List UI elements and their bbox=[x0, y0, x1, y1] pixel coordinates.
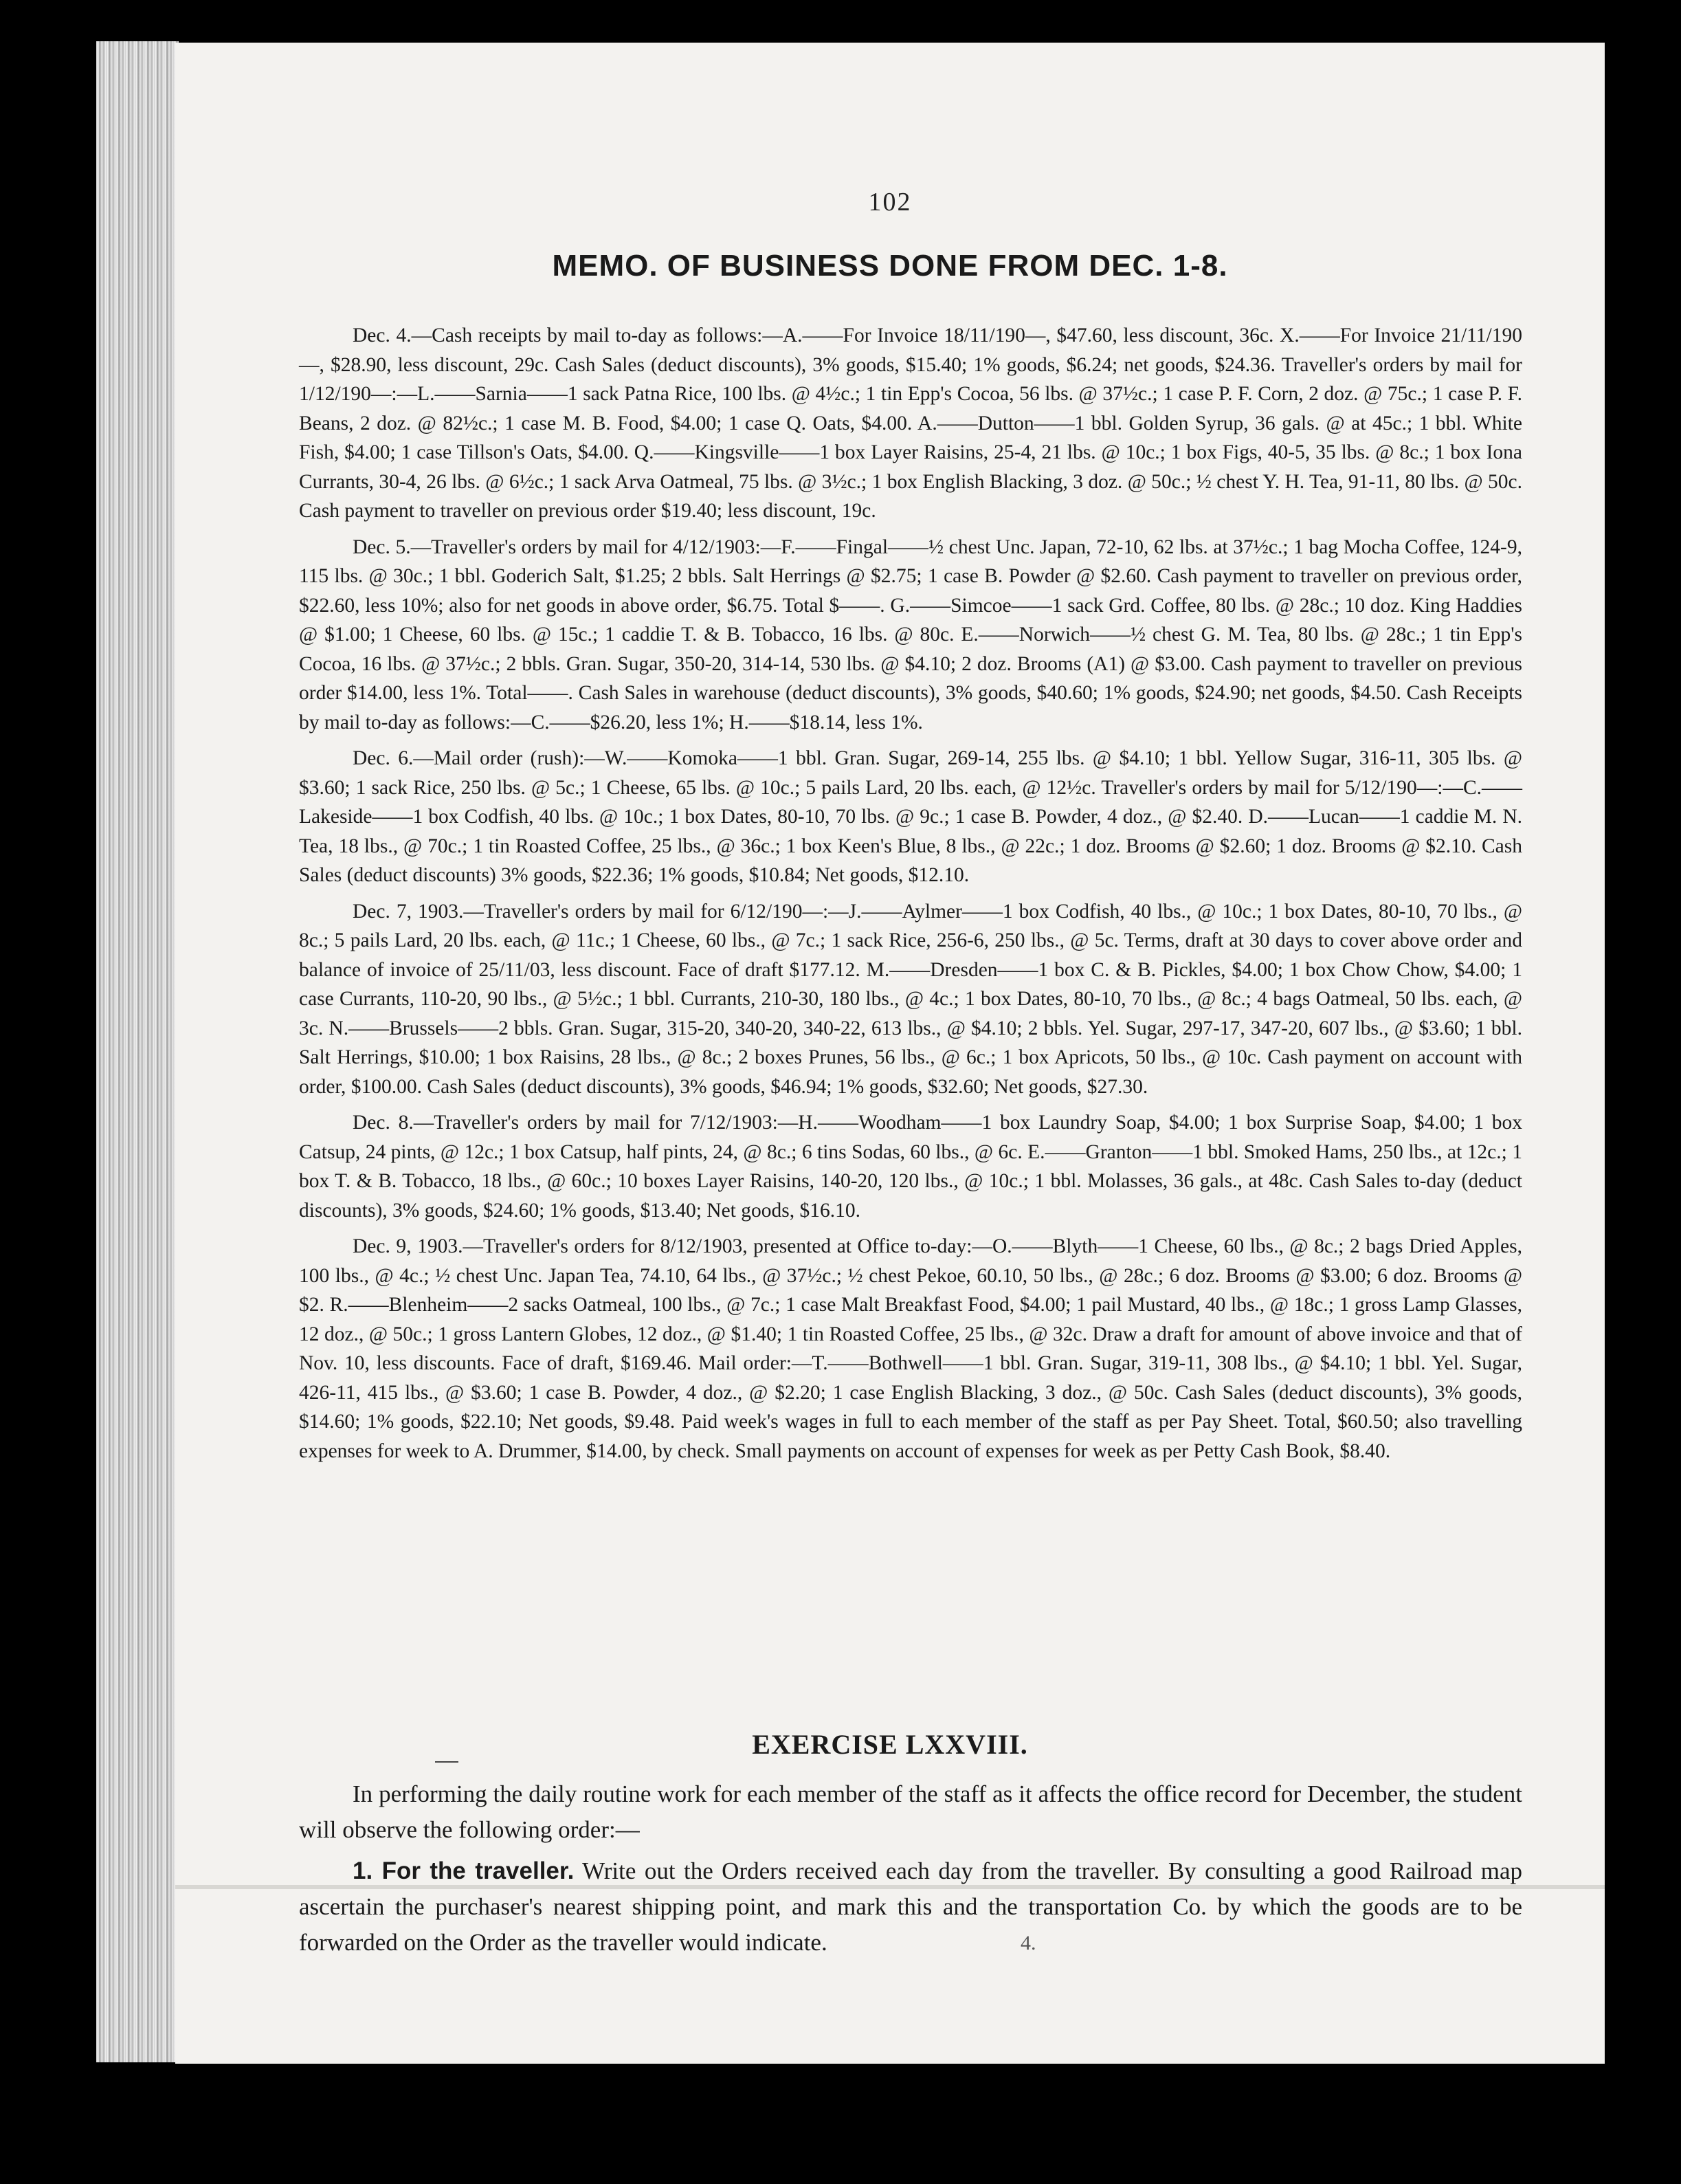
memo-paragraph-dec-7: Dec. 7, 1903.—Traveller's orders by mail for 6/12/190—:—J.——Aylmer——1 box Codfish, 40 lbs., @ 10c.; 1 box Dates, 80-10, 70 lbs., @ 8c.; 5 pails Lard, 20 lbs. each, @ 11c.; 1 Cheese, 60 lbs., @ 7c.; 1 sack Rice, 256-6, 250 lbs., @ 5c. Terms, draft at 30 days to cover above order and balance of invoice of 25/11/03, less discount. Face of draft $177.12. M.——Dresden——1 box C. & B. Pickles, $4.00; 1 box Chow Chow, $4.00; 1 case Currants, 110-20, 90 lbs., @ 5½c.; 1 bbl. Currants, 210-30, 180 lbs., @ 4c.; 1 box Dates, 80-10, 70 lbs., @ 8c.; 4 bags Oatmeal, 50 lbs. each, @ 3c. N.——Brussels——2 bbls. Gran. Sugar, 315-20, 340-20, 340-22, 613 lbs., @ $4.10; 2 bbls. Yel. Sugar, 297-17, 347-20, 607 lbs., @ $3.60; 1 bbl. Salt Herrings, $10.00; 1 box Raisins, 28 lbs., @ 8c.; 2 boxes Prunes, 56 lbs., @ 6c.; 1 box Apricots, 50 lbs., @ 10c. Cash payment on account with order, $100.00. Cash Sales (deduct discounts), 3% goods, $46.94; 1% goods, $32.60; Net goods, $27.30. bbox=[299, 900, 1522, 1098]
exercise-intro: In performing the daily routine work for each member of the staff as it affects the office record for December, the student will observe the following order:— bbox=[299, 1780, 1522, 1843]
book-page bbox=[175, 43, 1605, 2064]
memo-paragraph-dec-8: Dec. 8.—Traveller's orders by mail for 7/12/1903:—H.——Woodham——1 box Laundry Soap, $4.00; 1 box Surprise Soap, $4.00; 1 box Catsup, 24 pints, @ 12c.; 1 box Catsup, half pints, 24, @ 8c.; 6 tins Sodas, 60 lbs., @ 6c. E.——Granton——1 bbl. Smoked Hams, 250 lbs., at 12c.; 1 box T. & B. Tobacco, 18 lbs., @ 60c.; 10 boxes Layer Raisins, 140-20, 120 lbs., @ 10c.; 1 bbl. Molasses, 36 gals., at 48c. Cash Sales to-day (deduct discounts), 3% goods, $24.60; 1% goods, $13.40; Net goods, $16.10. bbox=[299, 1112, 1522, 1222]
memo-title: MEMO. OF BUSINESS DONE FROM DEC. 1-8. bbox=[552, 249, 1228, 283]
bottom-signature-mark: 4. bbox=[1021, 1932, 1036, 1954]
exercise-instructions bbox=[299, 1776, 1522, 1966]
memo-body bbox=[299, 321, 1522, 1472]
page-number: 102 bbox=[868, 188, 912, 217]
step-1-text: Write out the Orders received each day from the traveller. By consulting a good Railroad map ascertain the purchaser's nearest shipping point, and mark this and the transportation Co. by which the goods are to be forwarded on the Order as the traveller would indicate. bbox=[299, 1857, 1523, 1956]
book-page-edges bbox=[96, 41, 179, 2062]
page-bottom-shadow bbox=[175, 1885, 1605, 1889]
step-1-label: 1. For the traveller. bbox=[353, 1857, 575, 1884]
exercise-step-1 bbox=[299, 1853, 1522, 1961]
memo-paragraph-dec-4: Dec. 4.—Cash receipts by mail to-day as follows:—A.——For Invoice 18/11/190—, $47.60, less discount, 36c. X.——For Invoice 21/11/190—, $28.90, less discount, 29c. Cash Sales (deduct discounts), 3% goods, $15.40; 1% goods, $6.24; net goods, $24.36. Traveller's orders by mail for 1/12/190—:—L.——Sarnia——1 sack Patna Rice, 100 lbs. @ 4½c.; 1 tin Epp's Cocoa, 56 lbs. @ 37½c.; 1 case P. F. Corn, 2 doz. @ 75c.; 1 case P. F. Beans, 2 doz. @ 82½c.; 1 case M. B. Food, $4.00; 1 case Q. Oats, $4.00. A.——Dutton——1 bbl. Golden Syrup, 36 gals. @ at 45c.; 1 bbl. White Fish, $4.00; 1 case Tillson's Oats, $4.00. Q.——Kingsville——1 box Layer Raisins, 25-4, 21 lbs. @ 10c.; 1 box Figs, 40-5, 35 lbs. @ 8c.; 1 box Iona Currants, 30-4, 26 lbs. @ 6½c.; 1 sack Arva Oatmeal, 75 lbs. @ 3½c.; 1 box English Blacking, 3 doz. @ 50c.; ½ chest Y. H. Tea, 91-11, 80 lbs. @ 50c. Cash payment to traveller on previous order $19.40; less discount, 19c. bbox=[299, 324, 1522, 522]
memo-paragraph-dec-6: Dec. 6.—Mail order (rush):—W.——Komoka——1 bbl. Gran. Sugar, 269-14, 255 lbs. @ $4.10; 1 bbl. Yellow Sugar, 316-11, 305 lbs. @ $3.60; 1 sack Rice, 250 lbs. @ 5c.; 1 Cheese, 65 lbs. @ 10c.; 5 pails Lard, 20 lbs. each, @ 12½c. Traveller's orders by mail for 5/12/190—:—C.——Lakeside——1 box Codfish, 40 lbs. @ 10c.; 1 box Dates, 80-10, 70 lbs. @ 9c.; 1 case B. Powder, 4 doz., @ $2.40. D.——Lucan——1 caddie M. N. Tea, 18 lbs., @ 70c.; 1 tin Roasted Coffee, 25 lbs., @ 36c.; 1 box Keen's Blue, 8 lbs., @ 22c.; 1 doz. Brooms @ $2.60; 1 doz. Brooms @ $2.10. Cash Sales (deduct discounts) 3% goods, $22.36; 1% goods, $10.84; Net goods, $12.10. bbox=[299, 747, 1522, 886]
margin-tick-mark bbox=[435, 1761, 458, 1763]
exercise-title: EXERCISE LXXVIII. bbox=[752, 1729, 1028, 1760]
memo-paragraph-dec-5: Dec. 5.—Traveller's orders by mail for 4/12/1903:—F.——Fingal——½ chest Unc. Japan, 72-10, 62 lbs. at 37½c.; 1 bag Mocha Coffee, 124-9, 115 lbs. @ 30c.; 1 bbl. Goderich Salt, $1.25; 2 bbls. Salt Herrings @ $2.75; 1 case B. Powder @ $2.60. Cash payment to traveller on previous order, $22.60, less 10%; also for net goods in above order, $6.75. Total $——. G.——Simcoe——1 sack Grd. Coffee, 80 lbs. @ 28c.; 10 doz. King Haddies @ $1.00; 1 Cheese, 60 lbs. @ 15c.; 1 caddie T. & B. Tobacco, 16 lbs. @ 80c. E.——Norwich——½ chest G. M. Tea, 80 lbs. @ 28c.; 1 tin Epp's Cocoa, 16 lbs. @ 37½c.; 2 bbls. Gran. Sugar, 350-20, 314-14, 530 lbs. @ $4.10; 2 doz. Brooms (A1) @ $3.00. Cash payment to traveller on previous order $14.00, less 1%. Total——. Cash Sales in warehouse (deduct discounts), 3% goods, $40.60; 1% goods, $24.90; net goods, $4.50. Cash Receipts by mail to-day as follows:—C.——$26.20, less 1%; H.——$18.14, less 1%. bbox=[299, 536, 1522, 733]
memo-paragraph-dec-9: Dec. 9, 1903.—Traveller's orders for 8/12/1903, presented at Office to-day:—O.——Blyth——1 Cheese, 60 lbs., @ 8c.; 2 bags Dried Apples, 100 lbs., @ 4c.; ½ chest Unc. Japan Tea, 74.10, 64 lbs., @ 37½c.; ½ chest Pekoe, 60.10, 50 lbs., @ 28c.; 6 doz. Brooms @ $3.00; 6 doz. Brooms @ $2. R.——Blenheim——2 sacks Oatmeal, 100 lbs., @ 7c.; 1 case Malt Breakfast Food, $4.00; 1 pail Mustard, 40 lbs., @ 18c.; 1 gross Lamp Glasses, 12 doz., @ 50c.; 1 gross Lantern Globes, 12 doz., @ $1.40; 1 tin Roasted Coffee, 25 lbs., @ 32c. Draw a draft for amount of above invoice and that of Nov. 10, less discounts. Face of draft, $169.46. Mail order:—T.——Bothwell——1 bbl. Gran. Sugar, 319-11, 308 lbs., @ $4.10; 1 bbl. Yel. Sugar, 426-11, 415 lbs., @ $3.60; 1 case B. Powder, 4 doz., @ $2.20; 1 case English Blacking, 3 doz., @ 50c. Cash Sales (deduct discounts), 3% goods, $14.60; 1% goods, $22.10; Net goods, $9.48. Paid week's wages in full to each member of the staff as per Pay Sheet. Total, $60.50; also travelling expenses for week to A. Drummer, $14.00, by check. Small payments on account of expenses for week as per Petty Cash Book, $8.40. bbox=[299, 1235, 1522, 1462]
